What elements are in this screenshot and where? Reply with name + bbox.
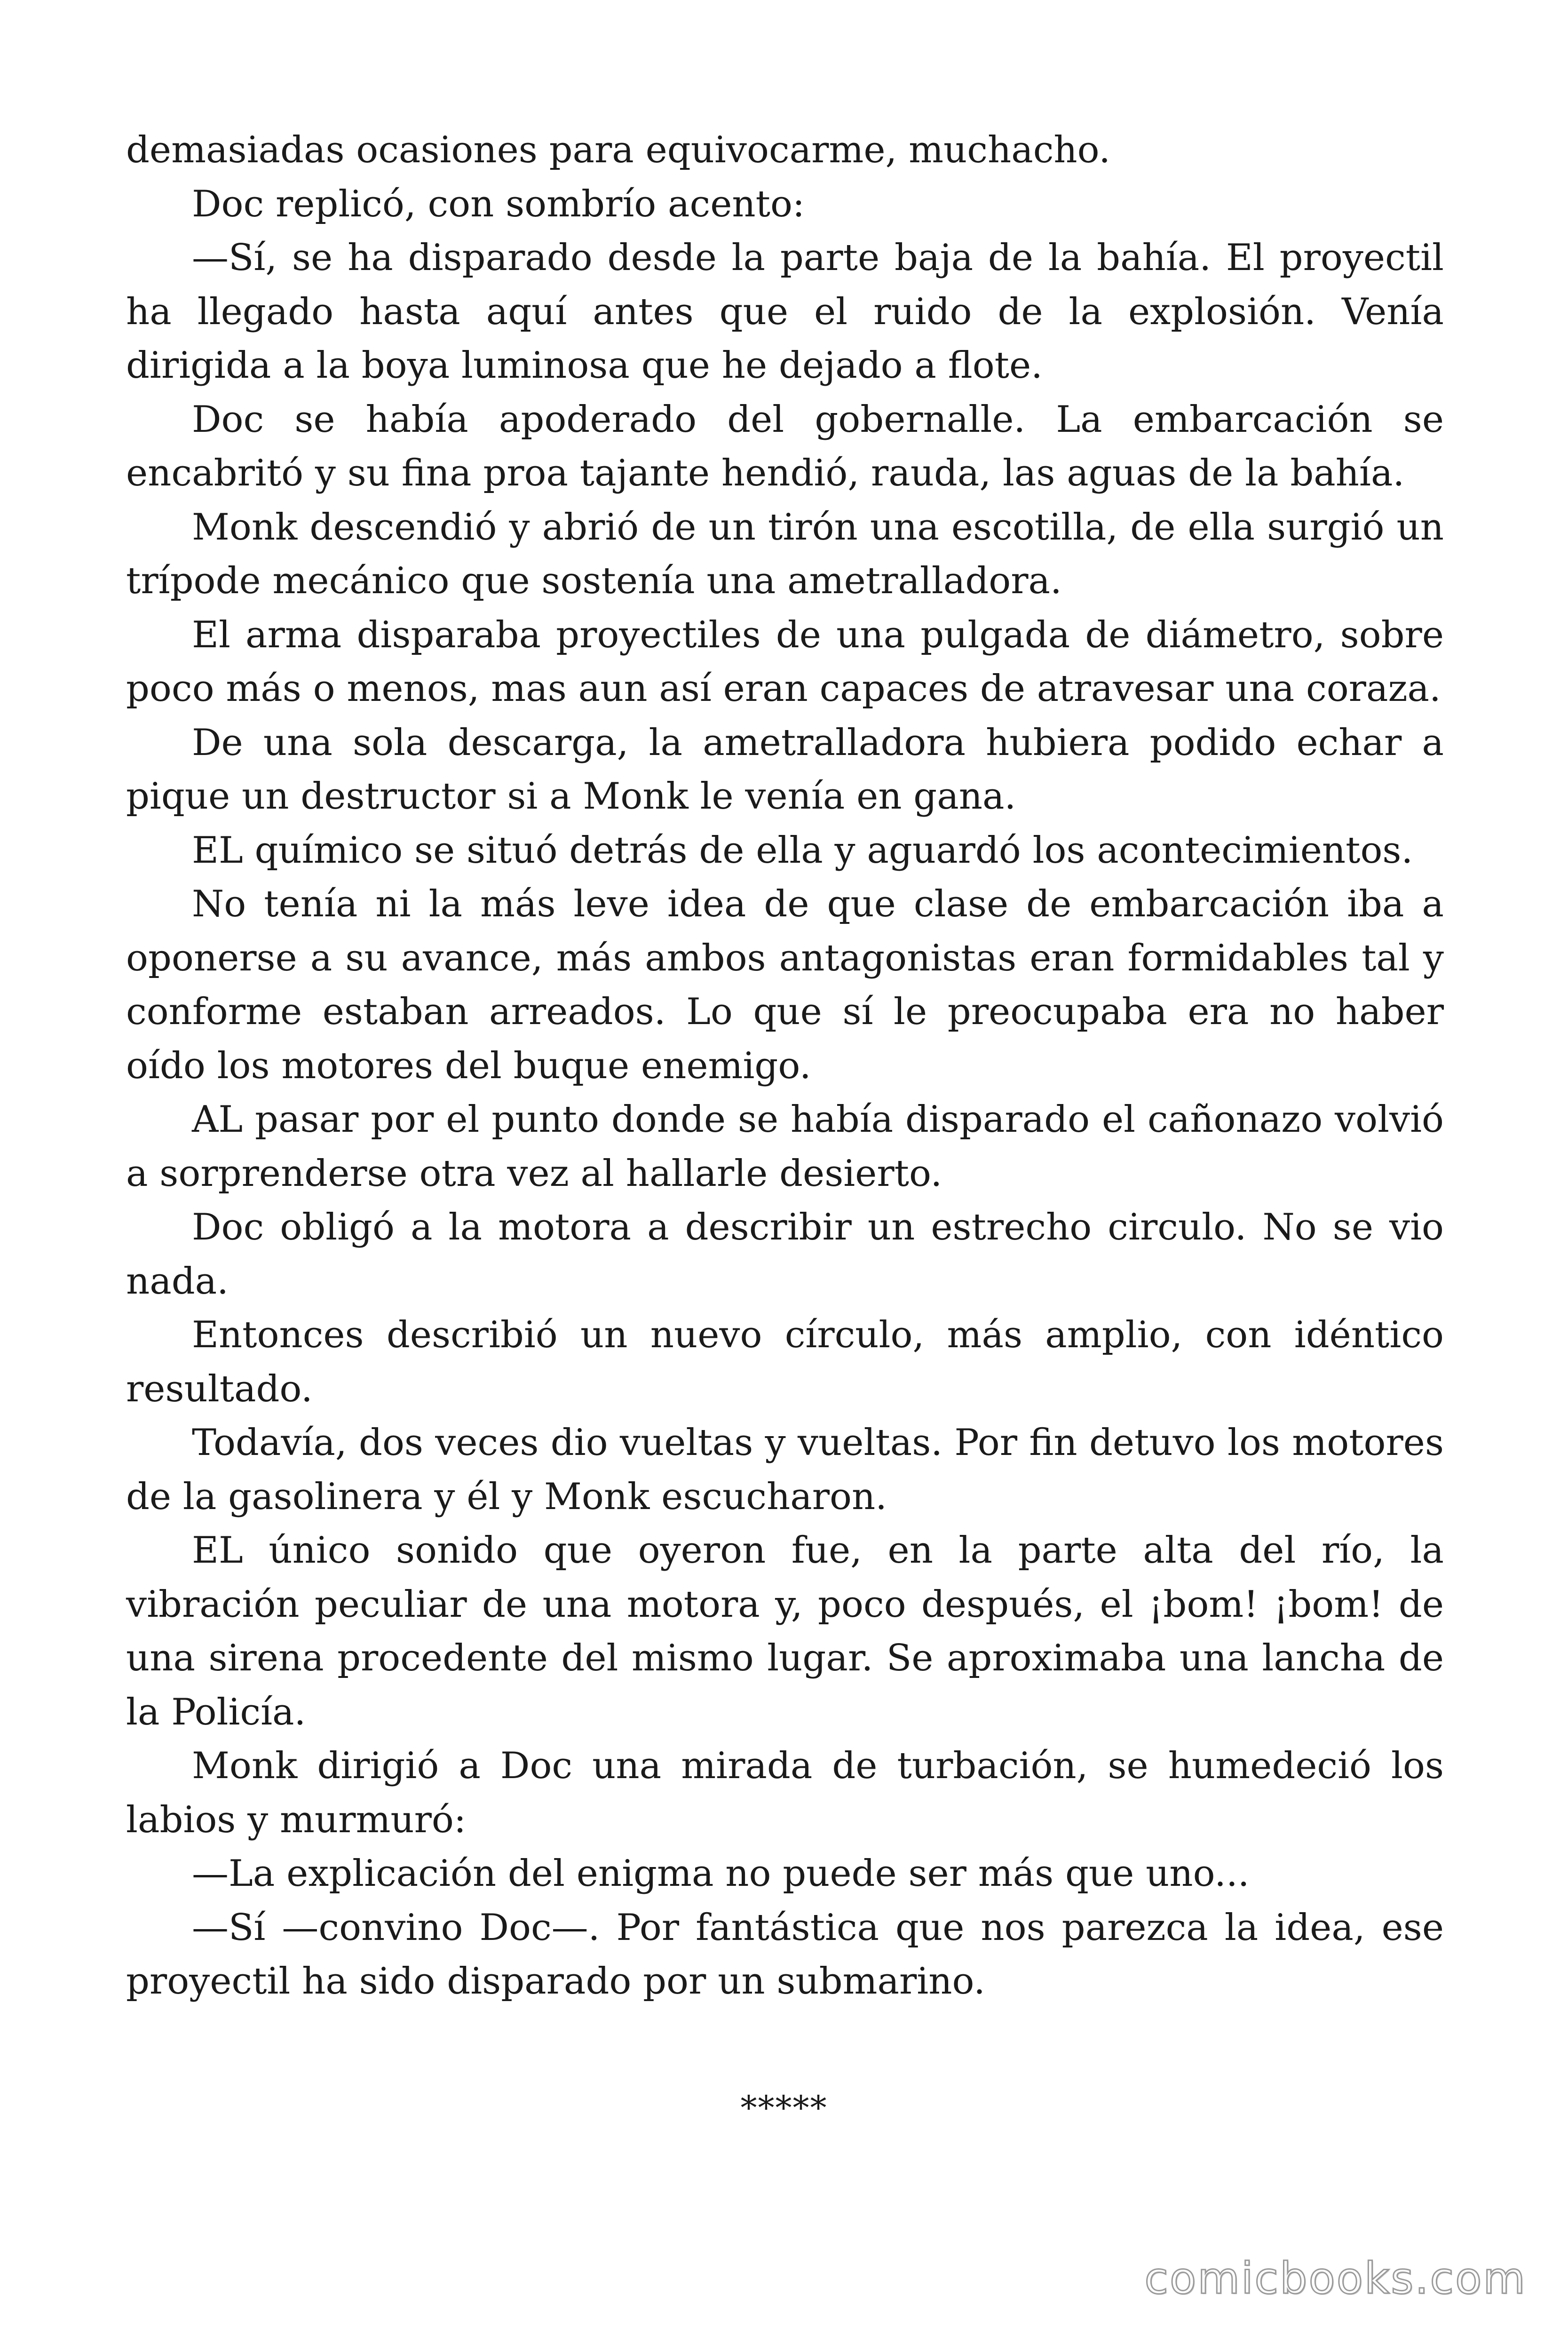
paragraph: No tenía ni la más leve idea de que clase de embarcación iba a oponerse a su avance, más ambos antagonistas eran formidables tal y conforme estaban arreados. Lo que sí le preocupaba era no haber oído los motores del buque enemigo. xyxy=(126,883,1444,1087)
paragraph: AL pasar por el punto donde se había disparado el cañonazo volvió a sorprenderse otra vez al hallarle desierto. xyxy=(126,1098,1444,1195)
paragraph: EL único sonido que oyeron fue, en la parte alta del río, la vibración peculiar de una motora y, poco después, el ¡bom! ¡bom! de una sirena procedente del mismo lugar. Se aproximaba una lancha de la Policía. xyxy=(126,1529,1444,1733)
watermark: comicbooks.com xyxy=(1144,2253,1527,2304)
paragraph: Doc se había apoderado del gobernalle. La embarcación se encabritó y su fina proa tajante hendió, rauda, las aguas de la bahía. xyxy=(126,398,1444,494)
paragraph: Monk descendió y abrió de un tirón una escotilla, de ella surgió un trípode mecánico que sostenía una ametralladora. xyxy=(126,506,1444,602)
paragraph: —Sí, se ha disparado desde la parte baja de la bahía. El proyectil ha llegado hasta aquí antes que el ruido de la explosión. Venía dirigida a la boya luminosa que he dejado a flote. xyxy=(126,237,1444,387)
paragraph: De una sola descarga, la ametralladora hubiera podido echar a pique un destructor si a Monk le venía en gana. xyxy=(126,721,1444,818)
paragraph: Entonces describió un nuevo círculo, más amplio, con idéntico resultado. xyxy=(126,1314,1444,1410)
section-separator: ***** xyxy=(740,2089,828,2127)
body-text xyxy=(126,123,1444,2009)
paragraph: —Sí —convino Doc—. Por fantástica que nos parezca la idea, ese proyectil ha sido disparado por un submarino. xyxy=(126,1906,1444,2002)
paragraph: El arma disparaba proyectiles de una pulgada de diámetro, sobre poco más o menos, mas aun así eran capaces de atravesar una coraza. xyxy=(126,613,1444,710)
paragraph: Monk dirigió a Doc una mirada de turbación, se humedeció los labios y murmuró: xyxy=(126,1745,1444,1841)
paragraph-continuation: demasiadas ocasiones para equivocarme, muchacho. xyxy=(126,129,1111,171)
paragraph: Doc obligó a la motora a describir un estrecho circulo. No se vio nada. xyxy=(126,1206,1444,1303)
paragraph: EL químico se situó detrás de ella y aguardó los acontecimientos. xyxy=(192,829,1413,872)
paragraph: —La explicación del enigma no puede ser más que uno... xyxy=(192,1852,1250,1895)
paragraph: Todavía, dos veces dio vueltas y vueltas. Por fin detuvo los motores de la gasolinera y él y Monk escucharon. xyxy=(126,1422,1444,1518)
paragraph: Doc replicó, con sombrío acento: xyxy=(192,183,805,225)
